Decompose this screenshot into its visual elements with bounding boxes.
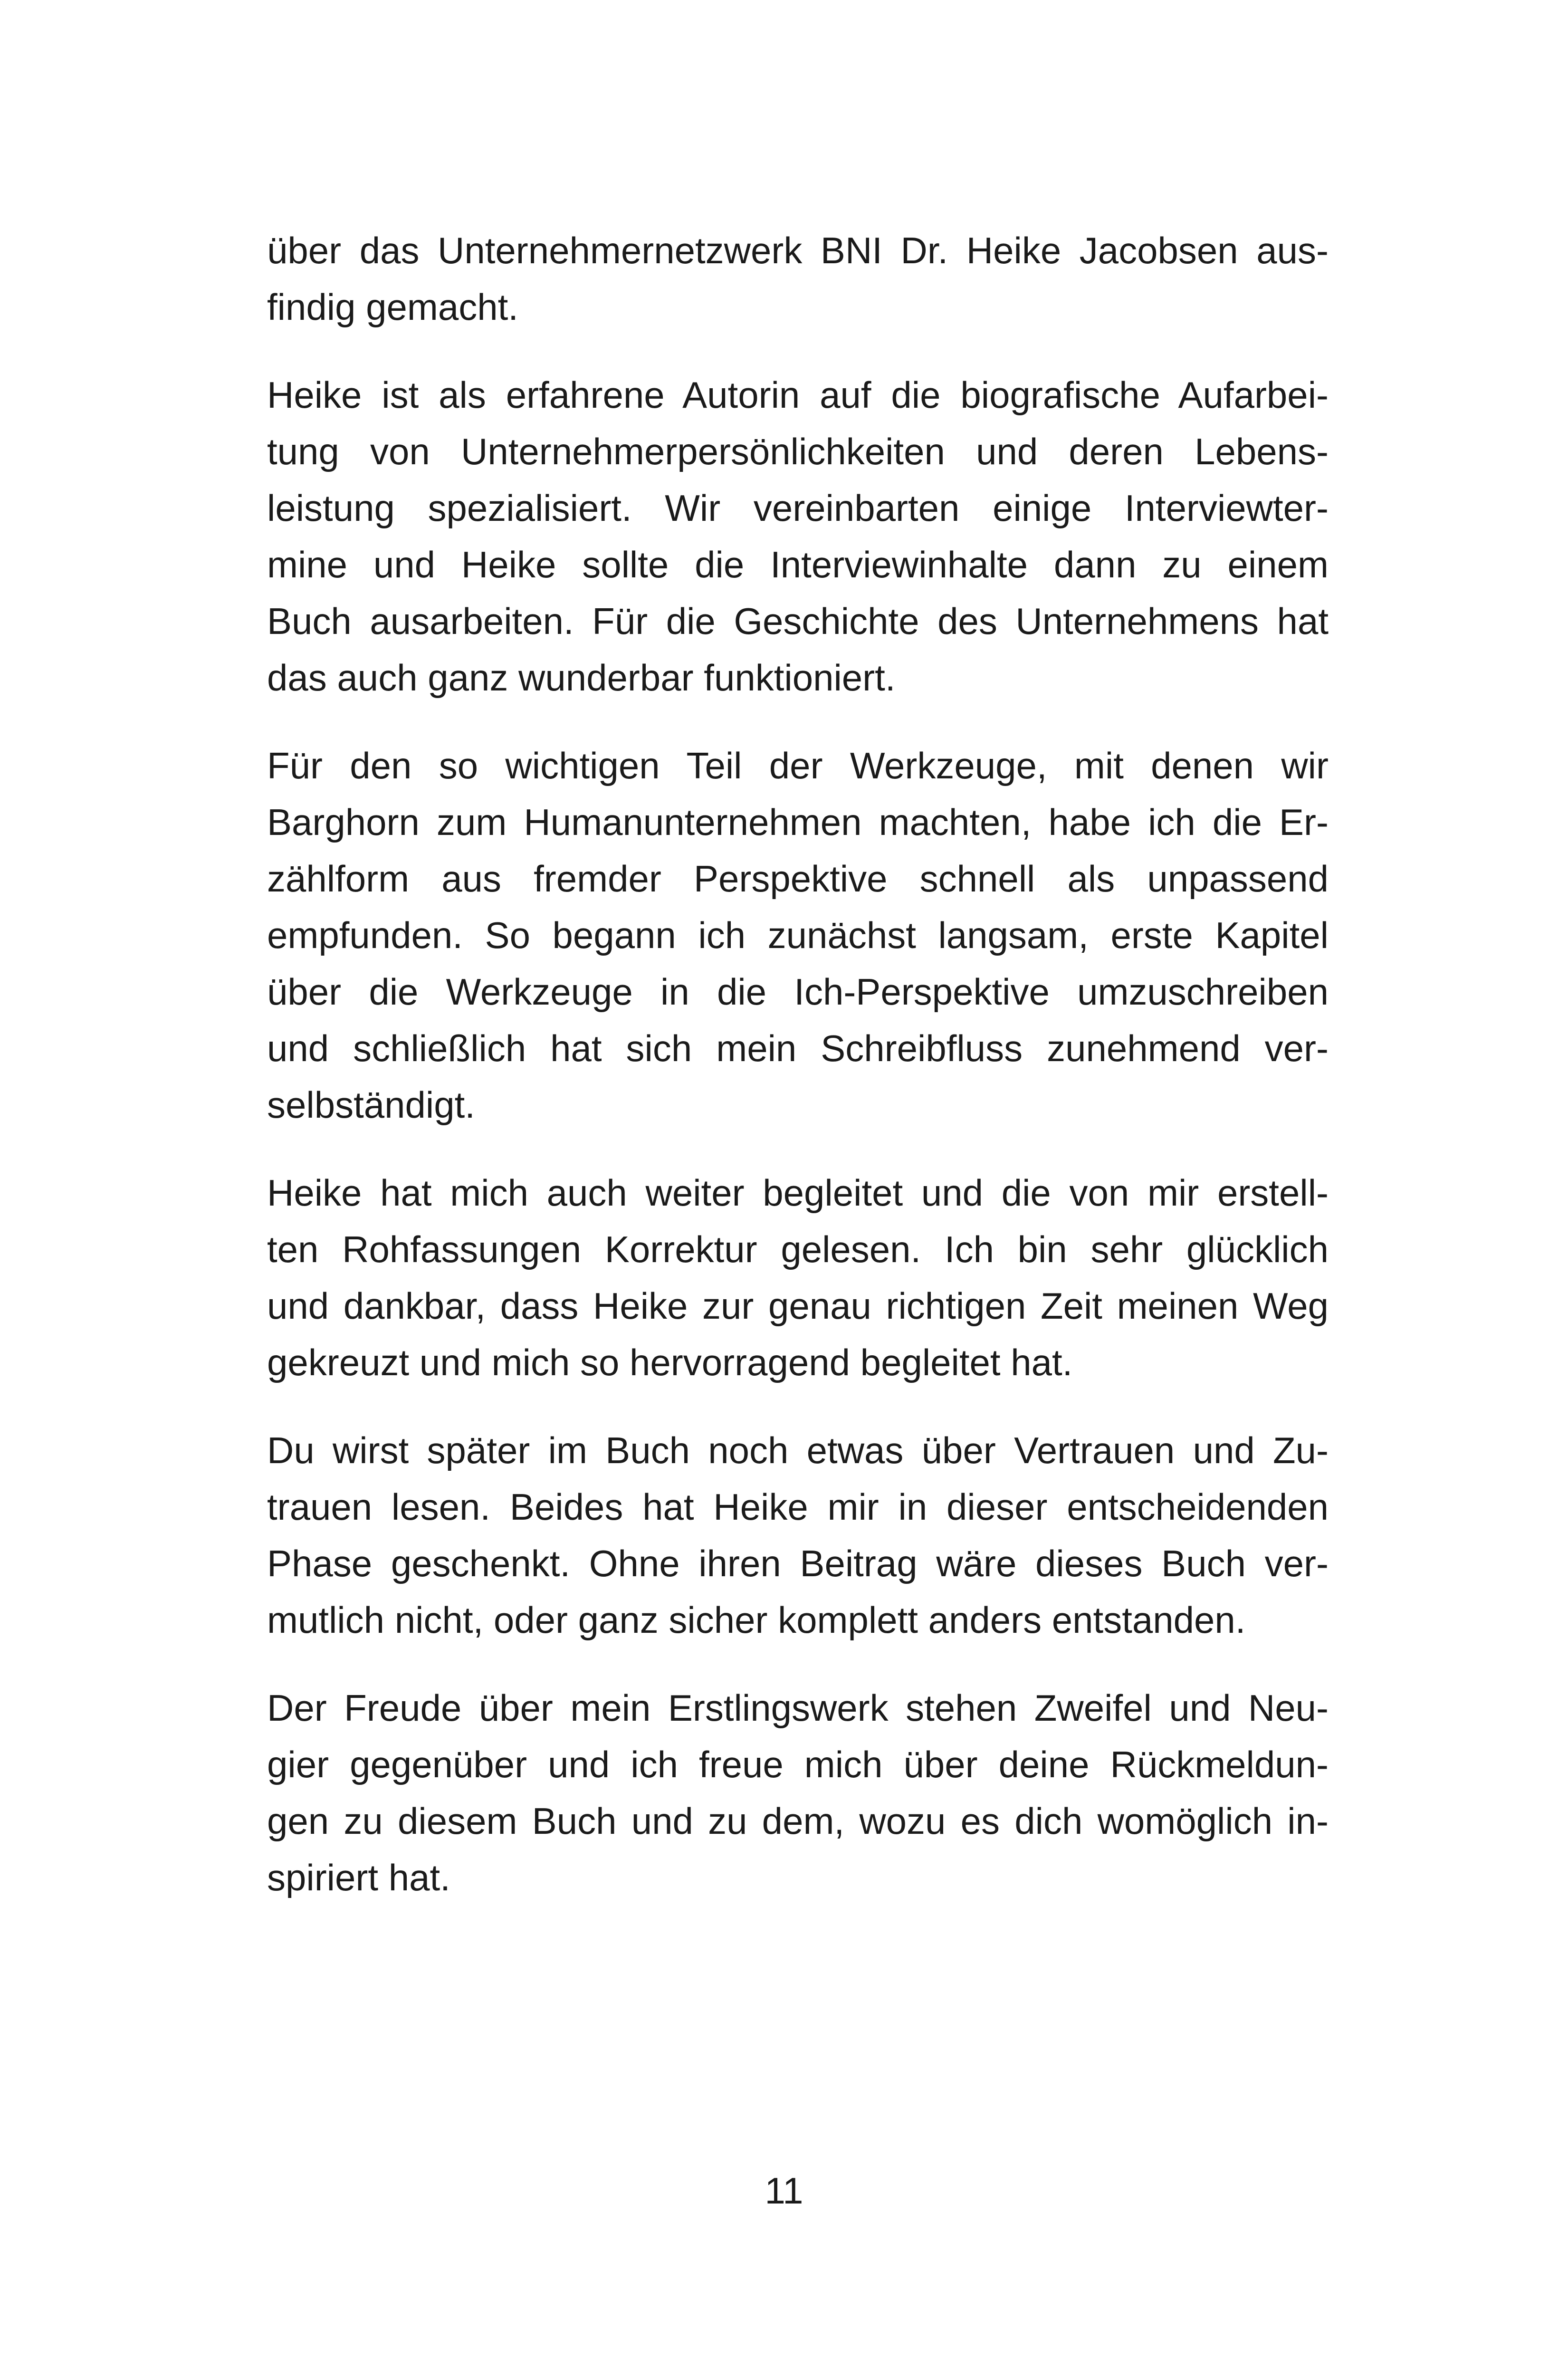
- text-line: selbständigt.: [267, 1084, 475, 1126]
- paragraph-3: [267, 738, 1329, 1133]
- text-line: zählform aus fremder Perspektive schnell als unpassend: [267, 858, 1329, 900]
- paragraph-1: [267, 222, 1329, 335]
- text-line: leistung spezialisiert. Wir vereinbarten einige Interviewter-: [267, 487, 1329, 529]
- paragraph-5: [267, 1422, 1329, 1648]
- text-line: Barghorn zum Humanunternehmen machten, habe ich die Er-: [267, 801, 1329, 843]
- paragraph-2: [267, 367, 1329, 706]
- text-line: über das Unternehmernetzwerk BNI Dr. Heike Jacobsen aus-: [267, 230, 1329, 271]
- text-line: Buch ausarbeiten. Für die Geschichte des Unternehmens hat: [267, 600, 1329, 642]
- text-line: findig gemacht.: [267, 286, 518, 328]
- text-line: Phase geschenkt. Ohne ihren Beitrag wäre dieses Buch ver-: [267, 1542, 1329, 1584]
- text-line: gekreuzt und mich so hervorragend begleitet hat.: [267, 1341, 1073, 1383]
- text-line: trauen lesen. Beides hat Heike mir in dieser entscheidenden: [267, 1486, 1329, 1528]
- text-line: mutlich nicht, oder ganz sicher komplett anders entstanden.: [267, 1599, 1246, 1641]
- text-line: und schließlich hat sich mein Schreibfluss zunehmend ver-: [267, 1027, 1329, 1069]
- text-line: Heike ist als erfahrene Autorin auf die biografische Aufarbei-: [267, 374, 1329, 416]
- paragraph-4: [267, 1165, 1329, 1391]
- body-text: [267, 222, 1329, 1937]
- text-line: ten Rohfassungen Korrektur gelesen. Ich bin sehr glücklich: [267, 1228, 1329, 1270]
- text-line: Der Freude über mein Erstlingswerk stehen Zweifel und Neu-: [267, 1687, 1329, 1729]
- text-line: gen zu diesem Buch und zu dem, wozu es dich womöglich in-: [267, 1800, 1329, 1842]
- text-line: spiriert hat.: [267, 1857, 450, 1898]
- text-line: Du wirst später im Buch noch etwas über Vertrauen und Zu-: [267, 1429, 1329, 1471]
- paragraph-6: [267, 1680, 1329, 1906]
- text-line: Heike hat mich auch weiter begleitet und die von mir erstell-: [267, 1172, 1329, 1214]
- text-line: empfunden. So begann ich zunächst langsam, erste Kapitel: [267, 914, 1329, 956]
- text-line: mine und Heike sollte die Interviewinhalte dann zu einem: [267, 544, 1329, 585]
- text-line: und dankbar, dass Heike zur genau richtigen Zeit meinen Weg: [267, 1285, 1329, 1327]
- text-line: tung von Unternehmerpersönlichkeiten und deren Lebens-: [267, 431, 1329, 472]
- page-number: 11: [765, 2170, 803, 2212]
- text-line: gier gegenüber und ich freue mich über deine Rückmeldun-: [267, 1744, 1329, 1785]
- text-line: Für den so wichtigen Teil der Werkzeuge, mit denen wir: [267, 745, 1329, 786]
- text-line: das auch ganz wunderbar funktioniert.: [267, 657, 896, 699]
- text-line: über die Werkzeuge in die Ich-Perspektive umzuschreiben: [267, 971, 1329, 1013]
